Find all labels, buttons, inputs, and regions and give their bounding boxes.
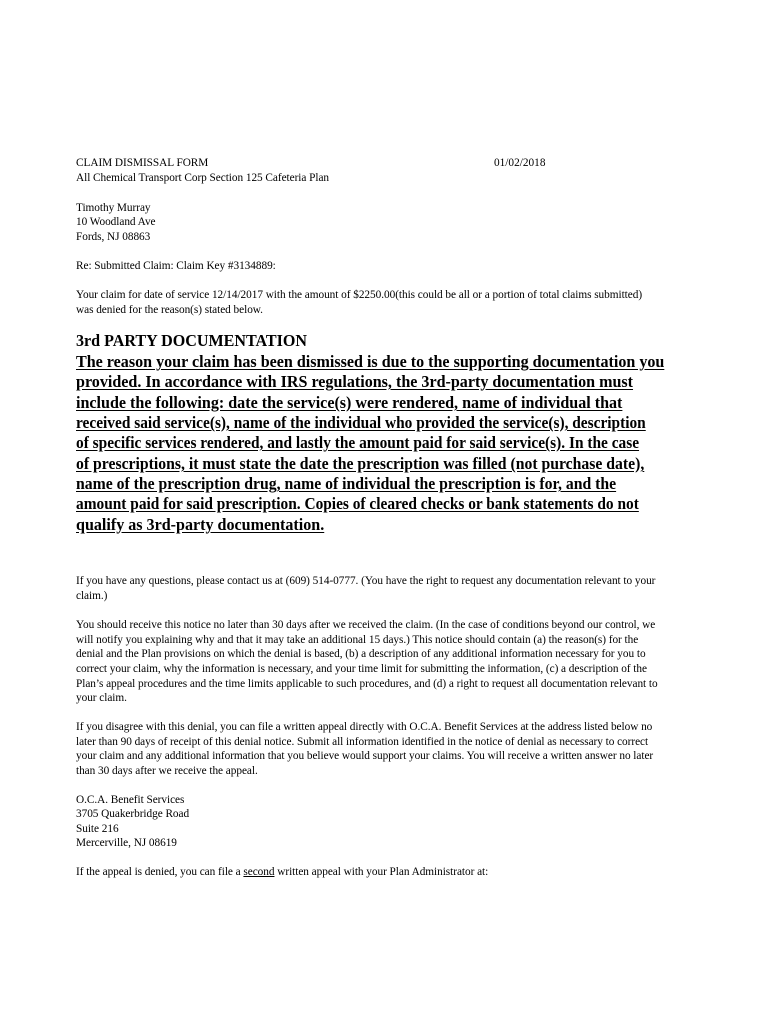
reason-line-6: of prescriptions, it must state the date the prescription was filled (not purchase date), xyxy=(76,454,645,473)
recipient-name: Timothy Murray xyxy=(76,202,151,214)
notice-line-6: your claim. xyxy=(76,692,127,704)
document-date: 01/02/2018 xyxy=(494,157,546,169)
subject-line: Re: Submitted Claim: Claim Key #3134889: xyxy=(76,260,276,272)
recipient-city: Fords, NJ 08863 xyxy=(76,231,151,243)
reason-line-5: of specific services rendered, and lastly the amount paid for said service(s). In the case xyxy=(76,433,640,452)
oca-suite: Suite 216 xyxy=(76,823,119,835)
claim-notice-line-2: was denied for the reason(s) stated below. xyxy=(76,304,263,316)
form-title: CLAIM DISMISSAL FORM xyxy=(76,157,209,169)
reason-line-1: The reason your claim has been dismissed is due to the supporting documentation you xyxy=(76,352,665,371)
recipient-street: 10 Woodland Ave xyxy=(76,216,156,228)
oca-name: O.C.A. Benefit Services xyxy=(76,794,185,806)
reason-line-7: name of the prescription drug, name of individual the prescription is for, and the xyxy=(76,474,617,493)
questions-line-2: claim.) xyxy=(76,590,108,602)
reason-line-3: include the following: date the service(s) were rendered, name of individual that xyxy=(76,393,623,412)
plan-name: All Chemical Transport Corp Section 125 Cafeteria Plan xyxy=(76,172,330,184)
notice-line-4: correct your claim, why the information is necessary, and your time limit for submitting the information, (c) a description of the xyxy=(76,663,647,675)
reason-line-2: provided. In accordance with IRS regulations, the 3rd-party documentation must xyxy=(76,372,634,391)
appeal-line-4: than 30 days after we receive the appeal. xyxy=(76,765,258,777)
oca-city: Mercerville, NJ 08619 xyxy=(76,837,177,849)
claim-notice-line-1: Your claim for date of service 12/14/2017 with the amount of $2250.00(this could be all or a portion of total claims submitted) xyxy=(76,289,643,301)
appeal-line-3: your claim and any additional information that you believe would support your claims. You will receive a written answer no later xyxy=(76,750,654,762)
questions-line-1: If you have any questions, please contact us at (609) 514-0777. (You have the right to request any documentation relevant to your xyxy=(76,575,656,587)
notice-line-2: will notify you explaining why and that it may take an additional 15 days.) This notice should contain (a) the reason(s) for the xyxy=(76,634,639,646)
reason-line-9: qualify as 3rd-party documentation. xyxy=(76,515,325,534)
reason-line-8: amount paid for said prescription. Copies of cleared checks or bank statements do not xyxy=(76,494,639,513)
appeal-line-1: If you disagree with this denial, you can file a written appeal directly with O.C.A. Benefit Services at the address listed below no xyxy=(76,721,653,733)
reason-line-4: received said service(s), name of the individual who provided the service(s), description xyxy=(76,413,646,432)
appeal-line-2: later than 90 days of receipt of this denial notice. Submit all information identified in the notice of denial as necessary to correct xyxy=(76,736,649,748)
notice-line-3: denial and the Plan provisions on which the denial is based, (b) a description of any additional information necessary for you to xyxy=(76,648,646,660)
reason-heading: 3rd PARTY DOCUMENTATION xyxy=(76,331,307,350)
second-appeal-line xyxy=(76,865,488,880)
second-appeal-prefix: If the appeal is denied, you can file a xyxy=(76,866,244,878)
second-appeal-emphasis: second xyxy=(243,866,275,878)
oca-street: 3705 Quakerbridge Road xyxy=(76,808,190,820)
notice-line-5: Plan’s appeal procedures and the time limits applicable to such procedures, and (d) a right to request all documentation relevant to xyxy=(76,678,658,690)
second-appeal-suffix: written appeal with your Plan Administrator at: xyxy=(274,866,489,878)
notice-line-1: You should receive this notice no later than 30 days after we received the claim. (In the case of conditions beyond our control, we xyxy=(76,619,656,631)
